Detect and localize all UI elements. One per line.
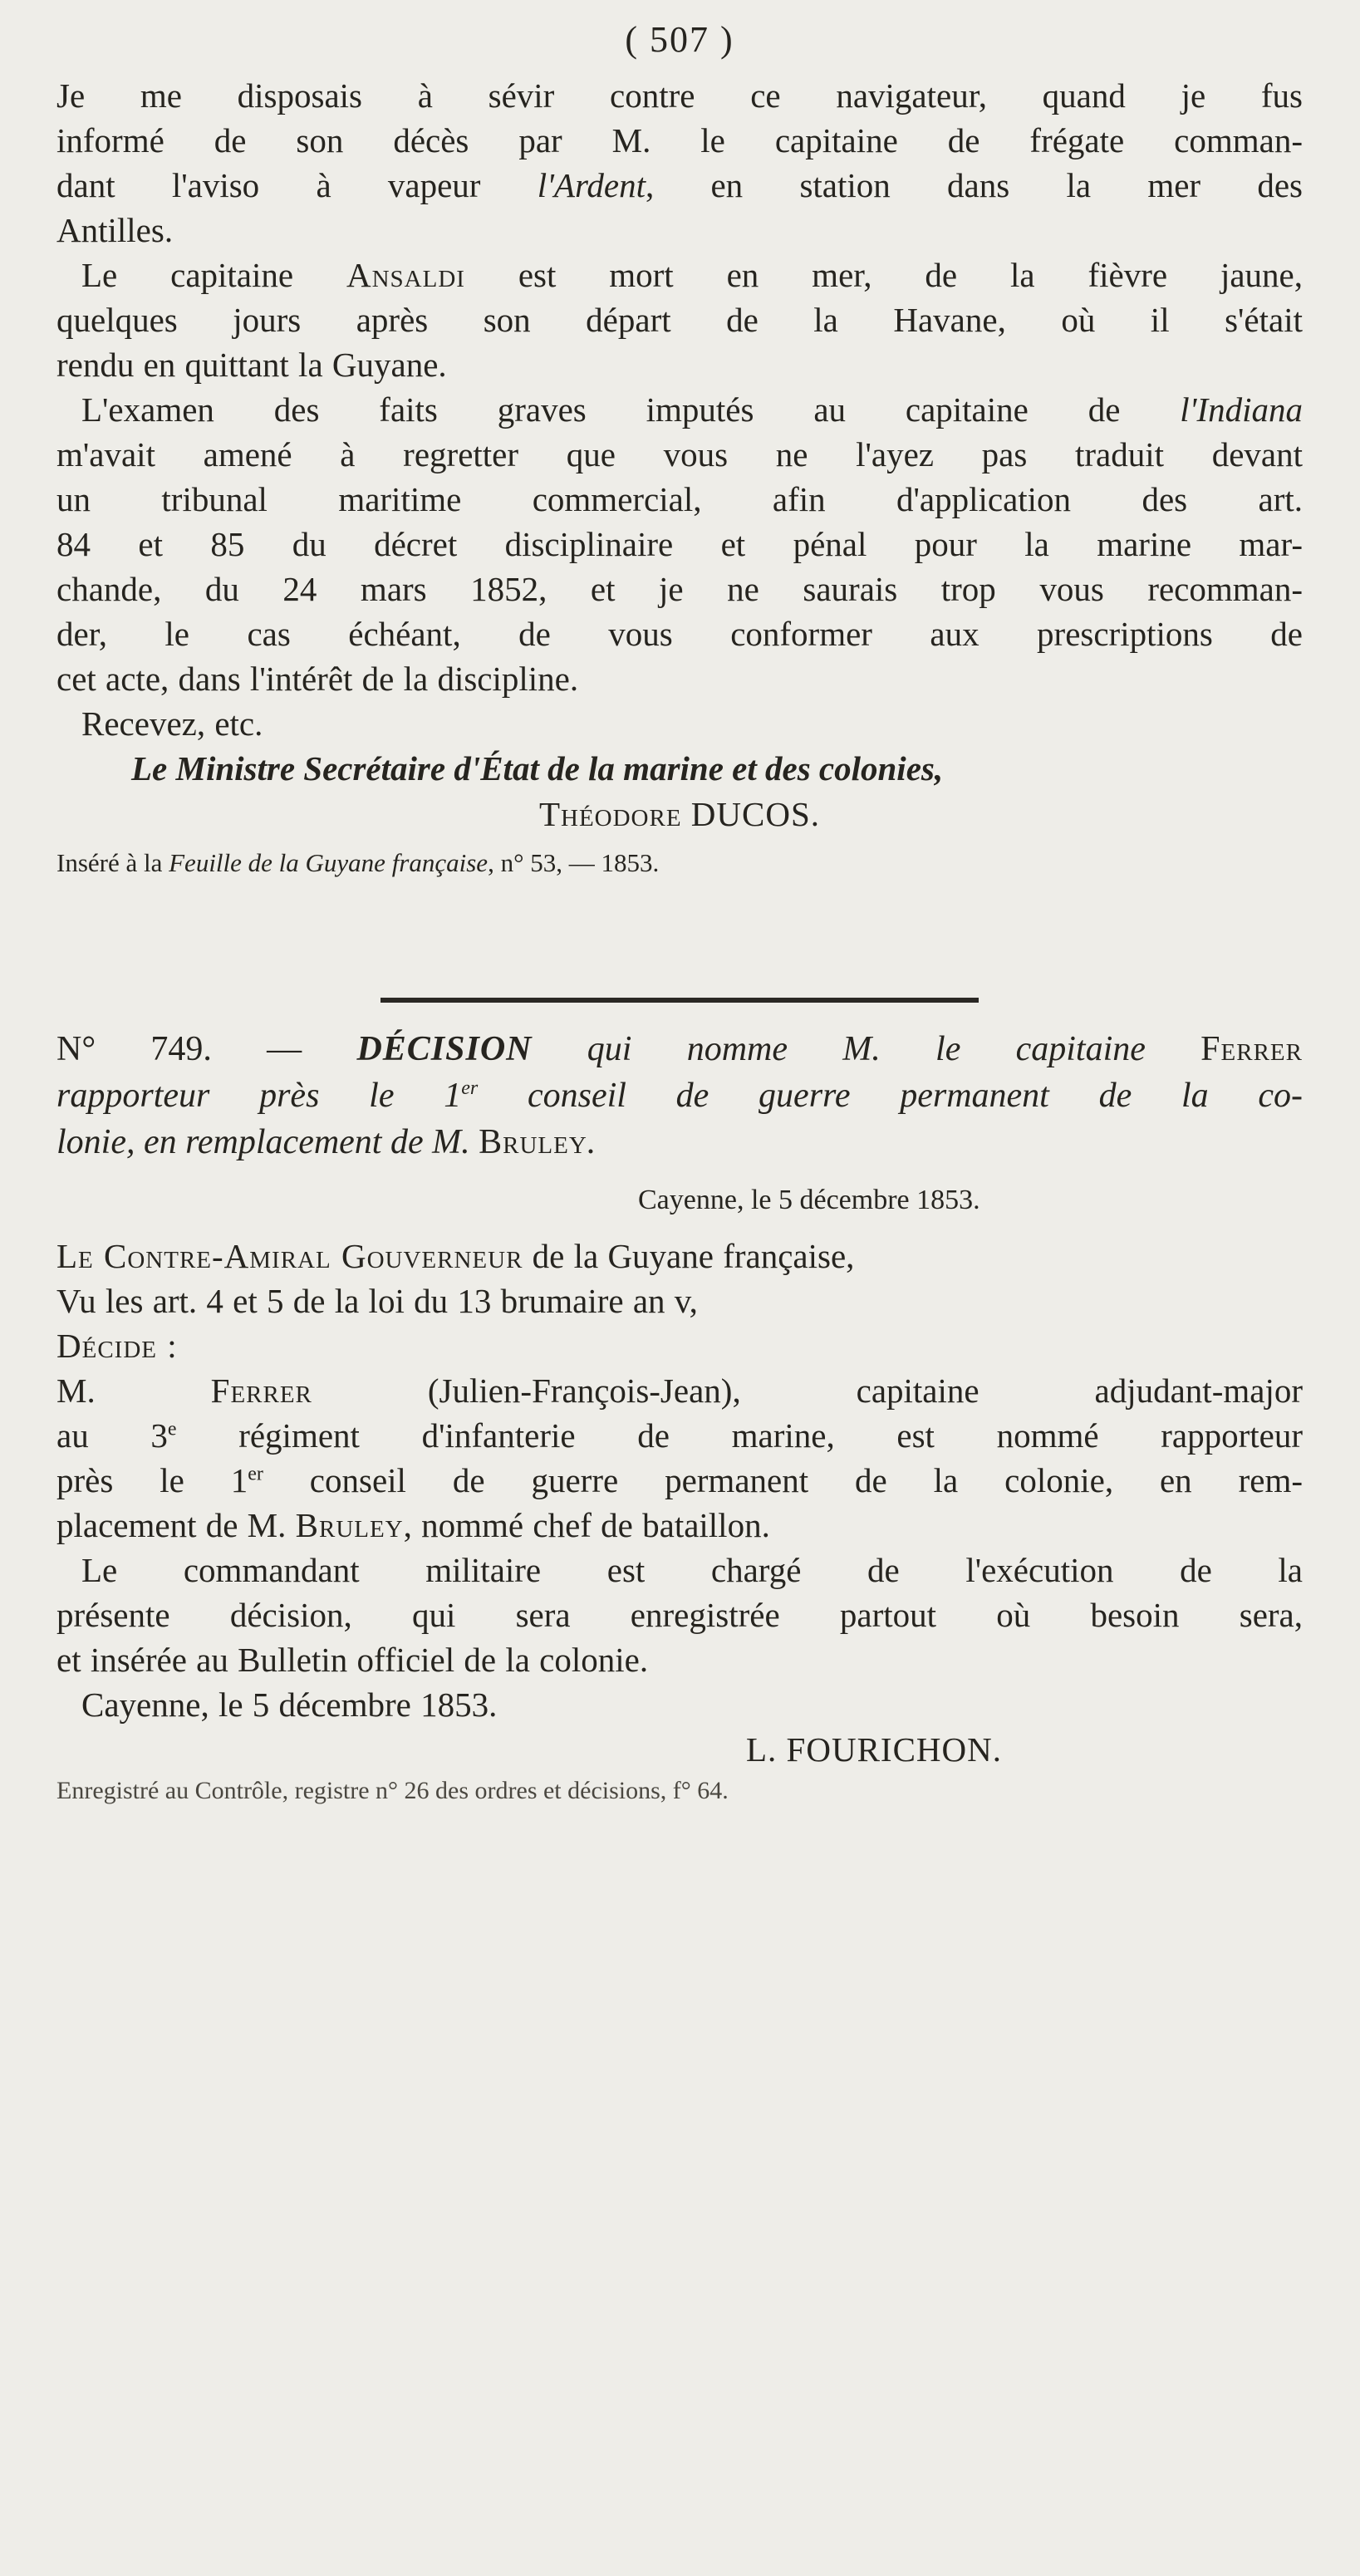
signatory-first-name: Théodore bbox=[538, 795, 682, 833]
decision-heading-line bbox=[56, 1072, 1303, 1119]
decision-line bbox=[56, 1637, 1303, 1682]
l5sup: e bbox=[167, 1418, 177, 1440]
ministerial-letter bbox=[56, 73, 1303, 882]
l7c: , nommé chef de bataillon. bbox=[403, 1506, 770, 1544]
decision-legal-basis: Vu les art. 4 et 5 de la loi du 13 brumaire an v, bbox=[56, 1282, 698, 1320]
letter-p1-l1: Je me disposais à sévir contre ce navigateur, quand je fus bbox=[56, 76, 1303, 115]
decision-line bbox=[56, 1368, 1303, 1413]
decision-signature: L. FOURICHON. bbox=[746, 1730, 1002, 1769]
ordinal-sup: er bbox=[461, 1077, 479, 1099]
name-bruley: Bruley bbox=[479, 1123, 587, 1161]
letter-p3-l4: 84 et 85 du décret disciplinaire et pénal pour la marine mar- bbox=[56, 525, 1303, 563]
l4c: (Julien-François-Jean), capitaine adjudant-major bbox=[312, 1371, 1303, 1410]
letter-line bbox=[56, 342, 1303, 387]
letter-line bbox=[56, 253, 1303, 297]
letter-line bbox=[56, 567, 1303, 611]
heading-part-1: qui nomme M. le capitaine bbox=[532, 1030, 1201, 1068]
insertion-note-c: , n° 53, — 1853. bbox=[488, 848, 660, 877]
decision-line bbox=[56, 1503, 1303, 1548]
letter-line bbox=[56, 432, 1303, 477]
letter-line bbox=[56, 297, 1303, 342]
decision-line bbox=[56, 1278, 1303, 1323]
l7a: placement de M. bbox=[56, 1506, 296, 1544]
letter-line bbox=[56, 477, 1303, 522]
heading-part-3: conseil de guerre permanent de la co- bbox=[478, 1077, 1303, 1115]
l5b: régiment d'infanterie de marine, est nommé rapporteur bbox=[176, 1416, 1303, 1455]
letter-line bbox=[56, 387, 1303, 432]
signatory-name bbox=[56, 791, 1303, 837]
decision-line bbox=[56, 1592, 1303, 1637]
gazette-title: Feuille de la Guyane française bbox=[169, 848, 489, 877]
decision-line bbox=[56, 1234, 1303, 1278]
heading-part-4: lonie, en remplacement de M. bbox=[56, 1123, 479, 1161]
letter-p2-l3: rendu en quittant la Guyane. bbox=[56, 346, 447, 384]
signatory-last-name: DUCOS. bbox=[681, 795, 821, 833]
letter-p1-l3a: dant l'aviso à vapeur bbox=[56, 166, 538, 204]
decision-line bbox=[56, 1458, 1303, 1503]
l6sup: er bbox=[248, 1463, 263, 1485]
letter-p1-l4: Antilles. bbox=[56, 211, 174, 249]
decision-heading-line bbox=[56, 1119, 1303, 1165]
decision-line bbox=[56, 1323, 1303, 1368]
l5a: au 3 bbox=[56, 1416, 168, 1455]
signatory-title: Le Ministre Secrétaire d'État de la marine et des colonies, bbox=[131, 749, 944, 788]
decision-line bbox=[56, 1413, 1303, 1458]
l6b: conseil de guerre permanent de la colonie, en rem- bbox=[263, 1461, 1303, 1499]
letter-p3-l3: un tribunal maritime commercial, afin d'application des art. bbox=[56, 480, 1303, 518]
letter-p3-l5: chande, du 24 mars 1852, et je ne saurais trop vous recomman- bbox=[56, 570, 1303, 608]
letter-line bbox=[56, 611, 1303, 656]
decision-number: N° 749. — bbox=[56, 1030, 357, 1068]
letter-p1-l3c: , en station dans la mer des bbox=[645, 166, 1303, 204]
decision-heading bbox=[56, 1026, 1303, 1072]
ship-name-ardent: l'Ardent bbox=[537, 166, 646, 204]
letter-p3-l6: der, le cas échéant, de vous conformer aux prescriptions de bbox=[56, 615, 1303, 653]
closing-formula: Recevez, etc. bbox=[81, 704, 263, 743]
section-divider bbox=[381, 998, 979, 1003]
name-ferrer-body: Ferrer bbox=[210, 1371, 312, 1410]
decision-line bbox=[56, 1548, 1303, 1592]
heading-end: . bbox=[587, 1123, 597, 1161]
l6a: près le 1 bbox=[56, 1461, 248, 1499]
l10: et insérée au Bulletin officiel de la colonie. bbox=[56, 1641, 649, 1679]
name-ferrer: Ferrer bbox=[1200, 1030, 1303, 1068]
letter-line bbox=[56, 522, 1303, 567]
letter-p2-l1a: Le capitaine bbox=[81, 256, 346, 294]
authority-title: Le Contre-Amiral Gouverneur bbox=[56, 1237, 523, 1275]
decision-word: DÉCISION bbox=[356, 1030, 533, 1068]
insertion-note-a: Inséré à la bbox=[56, 848, 169, 877]
l4a: M. bbox=[56, 1371, 211, 1410]
decision-date-repeat bbox=[56, 1682, 1303, 1727]
insertion-note bbox=[56, 844, 1303, 882]
letter-line bbox=[56, 118, 1303, 163]
name-ansaldi: Ansaldi bbox=[346, 256, 465, 294]
l11: Cayenne, le 5 décembre 1853. bbox=[81, 1685, 498, 1724]
letter-line bbox=[56, 656, 1303, 701]
decide-label: Décide : bbox=[56, 1327, 178, 1365]
letter-p2-l2: quelques jours après son départ de la Havane, où il s'était bbox=[56, 301, 1303, 339]
l9: présente décision, qui sera enregistrée partout où besoin sera, bbox=[56, 1596, 1303, 1634]
l8: Le commandant militaire est chargé de l'exécution de la bbox=[81, 1551, 1303, 1589]
decision-dateline: Cayenne, le 5 décembre 1853. bbox=[638, 1185, 980, 1215]
registration-note: Enregistré au Contrôle, registre n° 26 des ordres et décisions, f° 64. bbox=[56, 1777, 729, 1804]
heading-part-2: rapporteur près le 1 bbox=[56, 1077, 462, 1115]
letter-line bbox=[56, 73, 1303, 118]
letter-line bbox=[56, 163, 1303, 208]
letter-line bbox=[56, 208, 1303, 253]
letter-p3-l1a: L'examen des faits graves imputés au capitaine de bbox=[81, 390, 1181, 429]
letter-p3-l2: m'avait amené à regretter que vous ne l'ayez pas traduit devant bbox=[56, 435, 1303, 473]
page-number: ( 507 ) bbox=[625, 19, 734, 60]
letter-p1-l2: informé de son décès par M. le capitaine de frégate comman- bbox=[56, 121, 1303, 159]
letter-p2-l1c: est mort en mer, de la fièvre jaune, bbox=[464, 256, 1303, 294]
name-bruley-body: Bruley bbox=[295, 1506, 404, 1544]
authority-territory: de la Guyane française, bbox=[523, 1237, 855, 1275]
letter-closing bbox=[56, 701, 1303, 746]
letter-p3-l7: cet acte, dans l'intérêt de la discipline. bbox=[56, 660, 579, 698]
ship-name-indiana: l'Indiana bbox=[1180, 390, 1303, 429]
decision-749 bbox=[56, 1026, 1303, 1810]
